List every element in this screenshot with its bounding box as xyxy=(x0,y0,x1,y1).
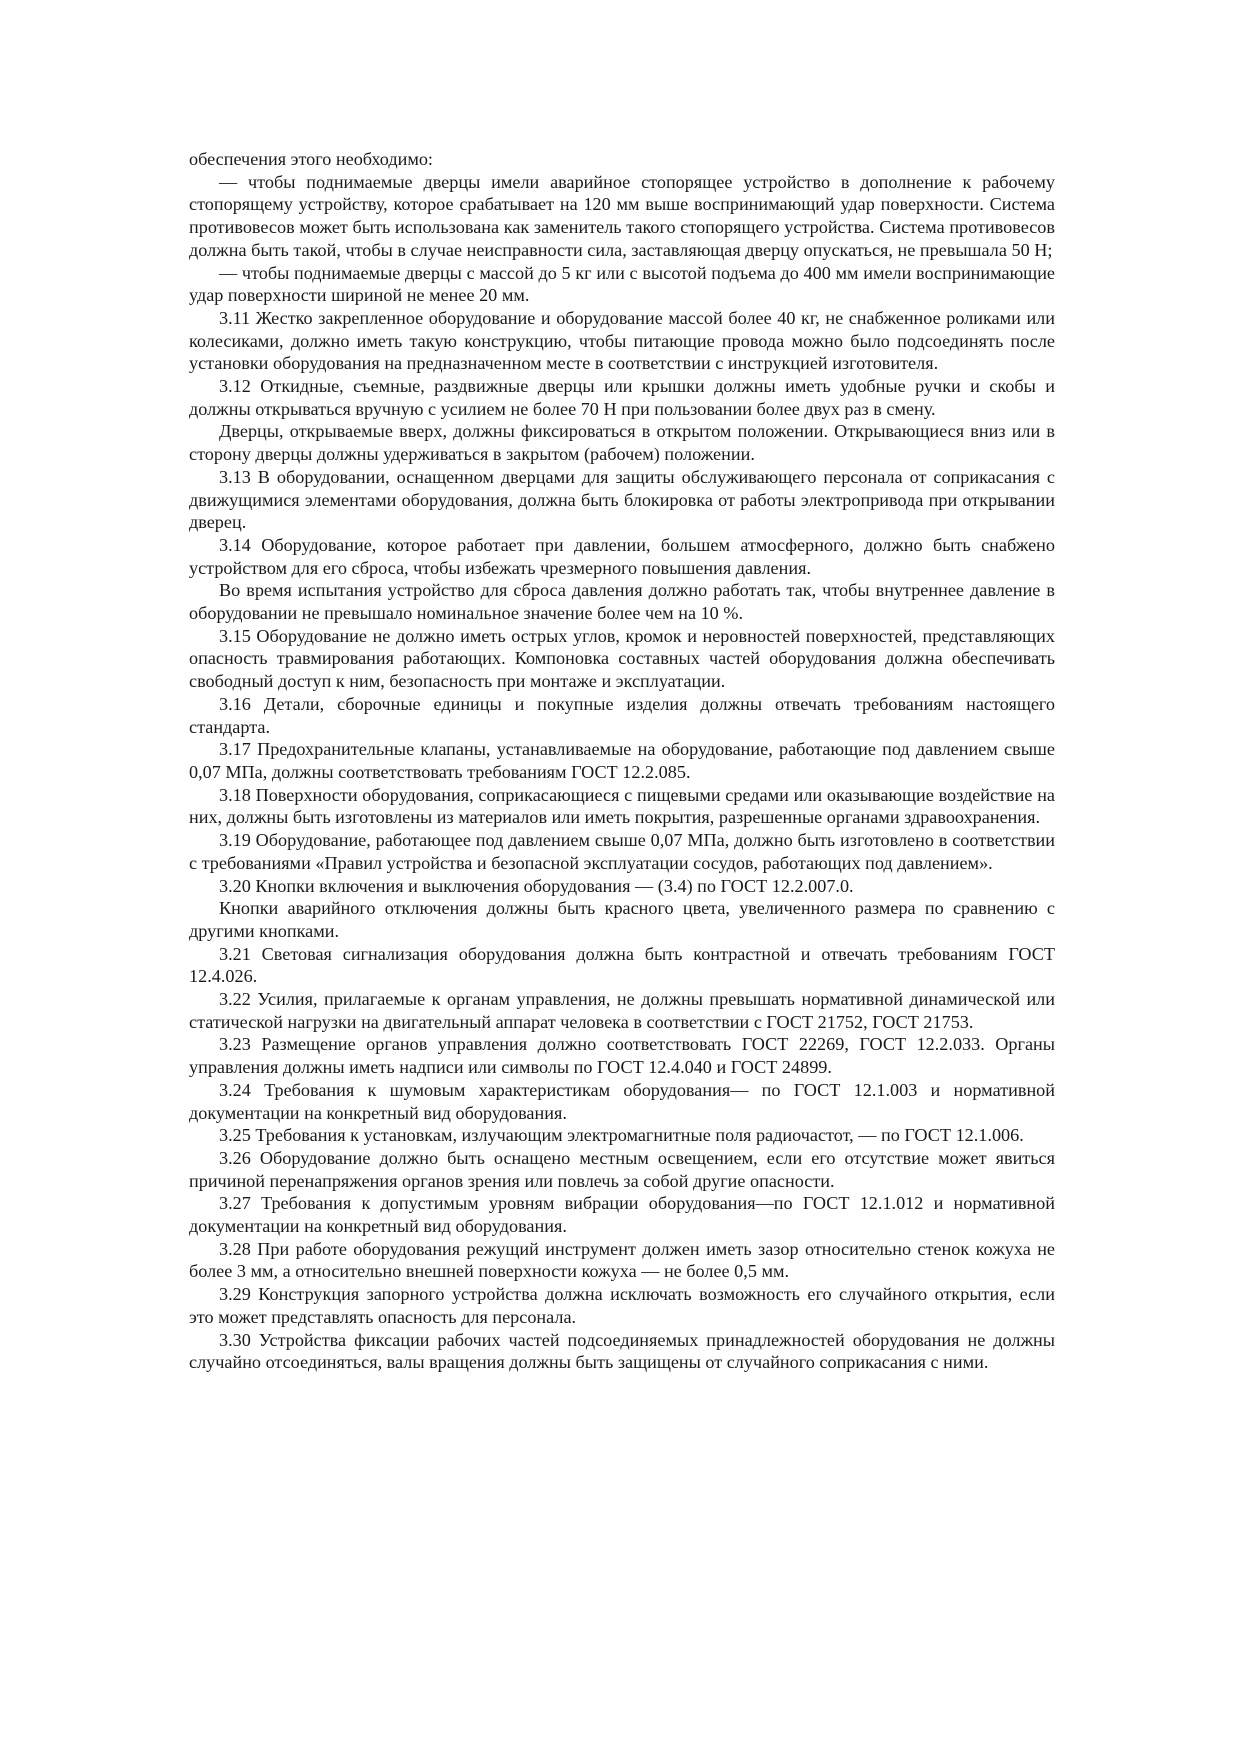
paragraph: 3.17 Предохранительные клапаны, устанавливаемые на оборудование, работающие под давлением свыше 0,07 МПа, должны соответствовать требованиям ГОСТ 12.2.085. xyxy=(189,739,1055,782)
document-page xyxy=(189,148,1055,1374)
paragraph: — чтобы поднимаемые дверцы имели аварийное стопорящее устройство в дополнение к рабочему стопорящему устройству, которое срабатывает на 120 мм выше воспринимающий удар поверхности. Система противовесов может быть использована как заменитель такого стопорящего устройства. Система противовесов должна быть такой, чтобы в случае неисправности сила, заставляющая дверцу опускаться, не превышала 50 Н; xyxy=(189,171,1055,260)
paragraph: 3.19 Оборудование, работающее под давлением свыше 0,07 МПа, должно быть изготовлено в соответствии с требованиями «Правил устройства и безопасной эксплуатации сосудов, работающих под давлением». xyxy=(189,830,1055,873)
paragraph: 3.15 Оборудование не должно иметь острых углов, кромок и неровностей поверхностей, представляющих опасность травмирования работающих. Компоновка составных частей оборудования должна обеспечивать свободный доступ к ним, безопасность при монтаже и эксплуатации. xyxy=(189,625,1055,692)
paragraph: 3.29 Конструкция запорного устройства должна исключать возможность его случайного открытия, если это может представлять опасность для персонала. xyxy=(189,1284,1055,1327)
paragraph: 3.14 Оборудование, которое работает при давлении, большем атмосферного, должно быть снабжено устройством для его сброса, чтобы избежать чрезмерного повышения давления. xyxy=(189,534,1055,578)
paragraph: 3.24 Требования к шумовым характеристикам оборудования— по ГОСТ 12.1.003 и нормативной документации на конкретный вид оборудования. xyxy=(189,1079,1055,1123)
paragraph: — чтобы поднимаемые дверцы с массой до 5 кг или с высотой подъема до 400 мм имели воспринимающие удар поверхности шириной не менее 20 мм. xyxy=(189,262,1055,306)
paragraph: обеспечения этого необходимо: xyxy=(189,149,433,169)
paragraph: 3.11 Жестко закрепленное оборудование и оборудование массой более 40 кг, не снабженное роликами или колесиками, должно иметь такую конструкцию, чтобы питающие провода можно было подсоединять после установки оборудования на предназначенном месте в соответствии с инструкцией изготовителя. xyxy=(189,307,1055,374)
paragraph: 3.27 Требования к допустимым уровням вибрации оборудования—по ГОСТ 12.1.012 и нормативной документации на конкретный вид оборудования. xyxy=(189,1193,1055,1237)
paragraph: 3.20 Кнопки включения и выключения оборудования — (3.4) по ГОСТ 12.2.007.0. xyxy=(219,875,854,896)
paragraph: 3.23 Размещение органов управления должно соответствовать ГОСТ 22269, ГОСТ 12.2.033. Органы управления должны иметь надписи или символы по ГОСТ 12.4.040 и ГОСТ 24899. xyxy=(189,1034,1055,1078)
paragraph: 3.30 Устройства фиксации рабочих частей подсоединяемых принадлежностей оборудования не должны случайно отсоединяться, валы вращения должны быть защищены от случайного соприкасания с ними. xyxy=(189,1329,1055,1373)
paragraph: Дверцы, открываемые вверх, должны фиксироваться в открытом положении. Открывающиеся вниз или в сторону дверцы должны удерживаться в закрытом (рабочем) положении. xyxy=(189,421,1055,465)
paragraph: 3.12 Откидные, съемные, раздвижные дверцы или крышки должны иметь удобные ручки и скобы и должны открываться вручную с усилием не более 70 Н при пользовании более двух раз в смену. xyxy=(189,376,1055,419)
paragraph: 3.22 Усилия, прилагаемые к органам управления, не должны превышать нормативной динамической или статической нагрузки на двигательный аппарат человека в соответствии с ГОСТ 21752, ГОСТ 21753. xyxy=(189,989,1055,1032)
paragraph: 3.18 Поверхности оборудования, соприкасающиеся с пищевыми средами или оказывающие воздействие на них, должны быть изготовлены из материалов или иметь покрытия, разрешенные органами здравоохранения. xyxy=(189,784,1055,828)
paragraph: 3.21 Световая сигнализация оборудования должна быть контрастной и отвечать требованиям ГОСТ 12.4.026. xyxy=(189,943,1055,987)
paragraph: 3.25 Требования к установкам, излучающим электромагнитные поля радиочастот, — по ГОСТ 12.1.006. xyxy=(219,1125,1024,1146)
paragraph: Во время испытания устройство для сброса давления должно работать так, чтобы внутреннее давление в оборудовании не превышало номинальное значение более чем на 10 %. xyxy=(189,580,1055,624)
paragraph: Кнопки аварийного отключения должны быть красного цвета, увеличенного размера по сравнению с другими кнопками. xyxy=(189,898,1055,941)
paragraph: 3.28 При работе оборудования режущий инструмент должен иметь зазор относительно стенок кожуха не более 3 мм, а относительно внешней поверхности кожуха — не более 0,5 мм. xyxy=(189,1238,1055,1282)
paragraph: 3.13 В оборудовании, оснащенном дверцами для защиты обслуживающего персонала от соприкасания с движущимися элементами оборудования, должна быть блокировка от работы электропривода при открывании дверец. xyxy=(189,466,1055,533)
paragraph: 3.16 Детали, сборочные единицы и покупные изделия должны отвечать требованиям настоящего стандарта. xyxy=(189,693,1055,737)
paragraph: 3.26 Оборудование должно быть оснащено местным освещением, если его отсутствие может явиться причиной перенапряжения органов зрения или повлечь за собой другие опасности. xyxy=(189,1147,1055,1191)
